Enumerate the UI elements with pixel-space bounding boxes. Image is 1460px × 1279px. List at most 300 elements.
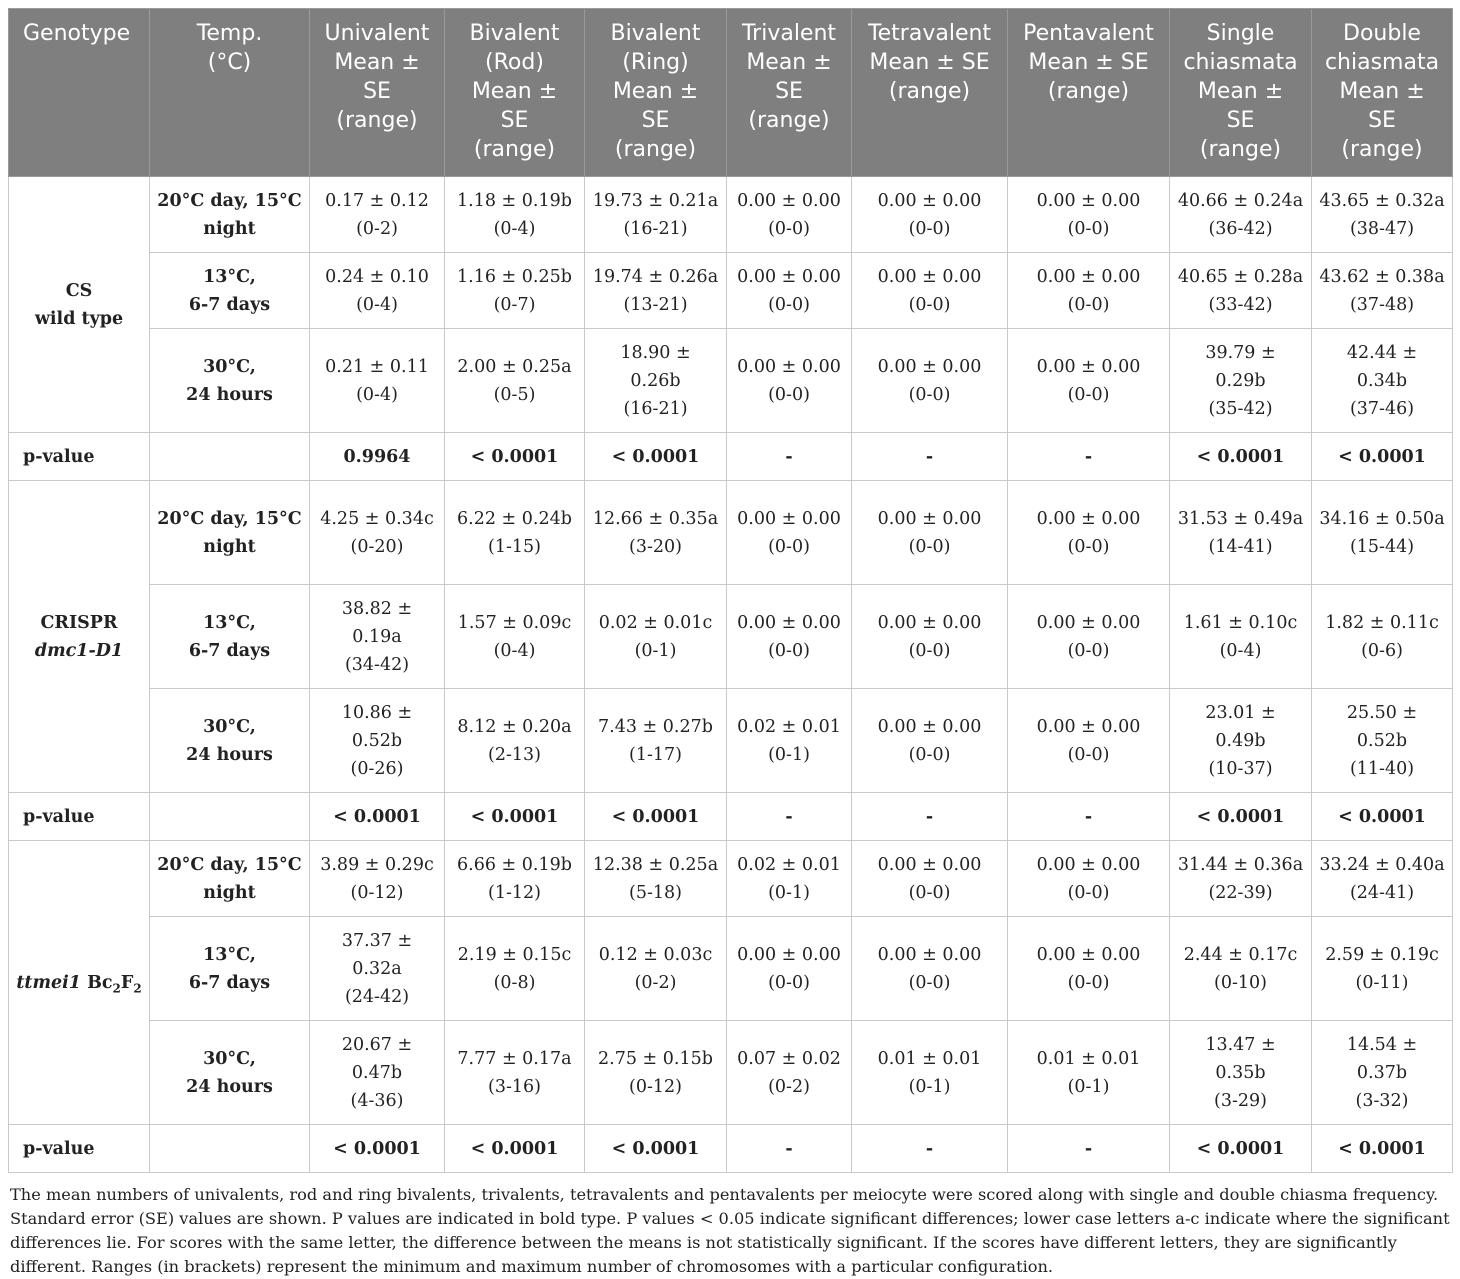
value-line: (0-11) (1355, 972, 1409, 993)
value-line: 0.00 ± 0.00 (737, 944, 841, 965)
temperature-cell (150, 481, 310, 585)
temperature-cell (150, 1021, 310, 1125)
value-line: (1-15) (488, 536, 541, 557)
value-line: 39.79 ± (1205, 342, 1276, 363)
single-chiasmata-cell (1170, 689, 1312, 793)
univalent-cell (310, 481, 445, 585)
value-line: (0-0) (1067, 744, 1110, 765)
temperature-line: 30°C, (203, 716, 256, 737)
header-double-chiasmata: Double chiasmata Mean ± SE (range) (1312, 9, 1453, 177)
value-line: (0-0) (908, 640, 951, 661)
bivalent-rod-cell (445, 481, 585, 585)
single-chiasmata-cell (1170, 481, 1312, 585)
value-line: (0-2) (356, 218, 398, 239)
value-line: (0-8) (493, 972, 536, 993)
bivalent-rod-cell (445, 329, 585, 433)
value-line: 0.00 ± 0.00 (737, 612, 841, 633)
pvalue-trivalent: - (727, 433, 852, 481)
value-line: (0-2) (768, 1076, 810, 1097)
temperature-line: night (203, 218, 256, 239)
value-line: (0-4) (1219, 640, 1262, 661)
pentavalent-cell (1008, 329, 1170, 433)
temperature-line: 13°C, (203, 266, 256, 287)
value-line: (13-21) (623, 294, 688, 315)
pvalue-bivalent-ring: < 0.0001 (585, 433, 727, 481)
value-line: 0.49b (1215, 730, 1266, 751)
header-row (9, 9, 1453, 177)
value-line: (37-46) (1349, 398, 1415, 419)
value-line: 0.01 ± 0.01 (1036, 1048, 1141, 1069)
value-line: 40.65 ± 0.28a (1177, 266, 1304, 287)
table-row (9, 689, 1453, 793)
value-line: 38.82 ± (341, 598, 413, 619)
value-line: 2.44 ± 0.17c (1183, 944, 1298, 965)
single-chiasmata-cell (1170, 253, 1312, 329)
value-line: 0.00 ± 0.00 (1036, 944, 1141, 965)
bivalent-rod-cell (445, 177, 585, 253)
temperature-line: night (203, 882, 256, 903)
value-line: 0.02 ± 0.01 (737, 716, 841, 737)
value-line: (2-13) (488, 744, 541, 765)
value-line: 6.22 ± 0.24b (457, 508, 572, 529)
value-line: (0-0) (908, 882, 951, 903)
pvalue-pentavalent: - (1008, 433, 1170, 481)
bivalent-ring-cell (585, 1021, 727, 1125)
univalent-cell (310, 841, 445, 917)
genotype-cell (9, 481, 150, 793)
value-line: (0-0) (768, 294, 810, 315)
value-line: (0-0) (1067, 640, 1110, 661)
pvalue-bivalent-rod: < 0.0001 (445, 793, 585, 841)
value-line: 0.00 ± 0.00 (877, 854, 982, 875)
value-line: 0.32a (352, 958, 402, 979)
value-line: 0.00 ± 0.00 (1036, 854, 1141, 875)
value-line: (16-21) (623, 218, 688, 239)
temperature-cell (150, 841, 310, 917)
value-line: 0.00 ± 0.00 (1036, 356, 1141, 377)
bivalent-ring-cell (585, 917, 727, 1021)
header-temp: Temp. (°C) (150, 9, 310, 177)
temperature-line: 20°C day, 15°C (157, 190, 302, 211)
value-line: 0.26b (630, 370, 681, 391)
trivalent-cell (727, 177, 852, 253)
bivalent-ring-cell (585, 253, 727, 329)
value-line: (0-0) (1067, 218, 1110, 239)
value-line: 1.16 ± 0.25b (457, 266, 572, 287)
value-line: 4.25 ± 0.34c (320, 508, 434, 529)
temperature-cell (150, 585, 310, 689)
value-line: (24-41) (1349, 882, 1415, 903)
pentavalent-cell (1008, 177, 1170, 253)
bivalent-rod-cell (445, 689, 585, 793)
value-line: (0-1) (908, 1076, 951, 1097)
genotype-name: CS (65, 280, 93, 301)
value-line: 0.00 ± 0.00 (877, 508, 982, 529)
value-line: (0-0) (908, 972, 951, 993)
value-line: (0-2) (634, 972, 677, 993)
bivalent-rod-cell (445, 841, 585, 917)
value-line: (3-16) (488, 1076, 541, 1097)
value-line: 42.44 ± (1346, 342, 1418, 363)
temperature-line: 20°C day, 15°C (157, 854, 302, 875)
value-line: (3-32) (1355, 1090, 1409, 1111)
genotype-cell (9, 177, 150, 433)
double-chiasmata-cell (1312, 917, 1453, 1021)
value-line: (5-18) (629, 882, 682, 903)
value-line: 0.00 ± 0.00 (1036, 612, 1141, 633)
value-line: (0-0) (768, 640, 810, 661)
value-line: 0.00 ± 0.00 (1036, 508, 1141, 529)
value-line: 0.00 ± 0.00 (877, 612, 982, 633)
double-chiasmata-cell (1312, 481, 1453, 585)
value-line: 0.24 ± 0.10 (325, 266, 429, 287)
temperature-cell (150, 253, 310, 329)
value-line: 0.00 ± 0.00 (737, 356, 841, 377)
temperature-line: night (203, 536, 256, 557)
header-tetravalent: Tetravalent Mean ± SE (range) (852, 9, 1008, 177)
value-line: (0-12) (629, 1076, 682, 1097)
pvalue-single-chiasmata: < 0.0001 (1170, 1125, 1312, 1173)
single-chiasmata-cell (1170, 917, 1312, 1021)
value-line: (36-42) (1208, 218, 1273, 239)
value-line: 1.57 ± 0.09c (457, 612, 572, 633)
univalent-cell (310, 1021, 445, 1125)
temperature-line: 30°C, (203, 356, 256, 377)
bivalent-rod-cell (445, 253, 585, 329)
pvalue-bivalent-ring: < 0.0001 (585, 1125, 727, 1173)
pvalue-pentavalent: - (1008, 1125, 1170, 1173)
value-line: 2.19 ± 0.15c (457, 944, 572, 965)
bivalent-ring-cell (585, 329, 727, 433)
value-line: (34-42) (344, 654, 410, 675)
value-line: 0.12 ± 0.03c (598, 944, 713, 965)
tetravalent-cell (852, 841, 1008, 917)
temperature-line: 24 hours (186, 1076, 273, 1097)
pvalue-univalent: < 0.0001 (310, 793, 445, 841)
value-line: 0.00 ± 0.00 (737, 190, 841, 211)
table-row (9, 329, 1453, 433)
value-line: 0.02 ± 0.01c (598, 612, 713, 633)
table-row (9, 481, 1453, 585)
value-line: (0-0) (1067, 536, 1110, 557)
pvalue-double-chiasmata: < 0.0001 (1312, 793, 1453, 841)
value-line: 0.00 ± 0.00 (737, 508, 841, 529)
value-line: 19.74 ± 0.26a (592, 266, 719, 287)
value-line: (0-0) (768, 972, 810, 993)
value-line: 31.53 ± 0.49a (1177, 508, 1304, 529)
value-line: 34.16 ± 0.50a (1319, 508, 1445, 529)
pvalue-label: p-value (9, 793, 150, 841)
value-line: (0-12) (350, 882, 404, 903)
table-row (9, 585, 1453, 689)
tetravalent-cell (852, 585, 1008, 689)
value-line: 43.62 ± 0.38a (1319, 266, 1445, 287)
header-univalent: Univalent Mean ± SE (range) (310, 9, 445, 177)
empty-cell (150, 793, 310, 841)
bivalent-rod-cell (445, 585, 585, 689)
value-line: 1.61 ± 0.10c (1183, 612, 1298, 633)
temperature-line: 6-7 days (188, 972, 271, 993)
pvalue-single-chiasmata: < 0.0001 (1170, 793, 1312, 841)
temperature-line: 24 hours (186, 384, 273, 405)
value-line: 0.01 ± 0.01 (877, 1048, 982, 1069)
value-line: (0-20) (350, 536, 404, 557)
pvalue-row (9, 793, 1453, 841)
pvalue-bivalent-rod: < 0.0001 (445, 1125, 585, 1173)
bivalent-ring-cell (585, 689, 727, 793)
header-genotype: Genotype (9, 9, 150, 177)
temperature-line: 13°C, (203, 944, 256, 965)
value-line: 2.59 ± 0.19c (1325, 944, 1439, 965)
empty-cell (150, 433, 310, 481)
value-line: 0.00 ± 0.00 (877, 716, 982, 737)
value-line: 3.89 ± 0.29c (320, 854, 434, 875)
value-line: (0-0) (908, 294, 951, 315)
double-chiasmata-cell (1312, 253, 1453, 329)
pvalue-trivalent: - (727, 1125, 852, 1173)
value-line: 20.67 ± (341, 1034, 413, 1055)
value-line: 0.47b (351, 1062, 403, 1083)
value-line: (0-7) (493, 294, 536, 315)
value-line: (38-47) (1349, 218, 1415, 239)
value-line: 0.19a (352, 626, 402, 647)
value-line: (37-48) (1349, 294, 1415, 315)
table-footnote: The mean numbers of univalents, rod and ring bivalents, trivalents, tetravalents and pentavalents per meiocyte were scored along with single and double chiasma frequency. Standard error (SE) values are shown. P values are indicated in bold type. P values < 0.05 indicate significant differences; lower case letters a-c indicate where the significant differences lie. For scores with the same letter, the difference between the means is not statistically significant. If the scores have different letters, they are significantly different. Ranges (in brackets) represent the minimum and maximum number of chromosomes with a particular configuration. (10, 1185, 1450, 1276)
single-chiasmata-cell (1170, 177, 1312, 253)
header-bivalent-ring: Bivalent (Ring) Mean ± SE (range) (585, 9, 727, 177)
bivalent-ring-cell (585, 481, 727, 585)
value-line: (0-0) (1067, 384, 1110, 405)
pvalue-univalent: < 0.0001 (310, 1125, 445, 1173)
temperature-cell (150, 689, 310, 793)
value-line: (10-37) (1208, 758, 1273, 779)
header-pentavalent: Pentavalent Mean ± SE (range) (1008, 9, 1170, 177)
table-row (9, 841, 1453, 917)
value-line: 0.00 ± 0.00 (1036, 266, 1141, 287)
value-line: 1.18 ± 0.19b (457, 190, 572, 211)
double-chiasmata-cell (1312, 329, 1453, 433)
table-body (9, 177, 1453, 1173)
value-line: 2.00 ± 0.25a (457, 356, 572, 377)
value-line: (0-5) (493, 384, 536, 405)
pvalue-bivalent-ring: < 0.0001 (585, 793, 727, 841)
value-line: (33-42) (1208, 294, 1273, 315)
double-chiasmata-cell (1312, 585, 1453, 689)
value-line: (0-0) (908, 744, 951, 765)
value-line: (15-44) (1349, 536, 1415, 557)
pvalue-row (9, 1125, 1453, 1173)
univalent-cell (310, 585, 445, 689)
table-container (8, 8, 1452, 1279)
value-line: 0.00 ± 0.00 (877, 944, 982, 965)
value-line: (0-0) (1067, 882, 1110, 903)
value-line: 37.37 ± (341, 930, 413, 951)
bivalent-ring-cell (585, 585, 727, 689)
tetravalent-cell (852, 329, 1008, 433)
value-line: (0-4) (493, 640, 536, 661)
trivalent-cell (727, 841, 852, 917)
pentavalent-cell (1008, 585, 1170, 689)
temperature-line: 13°C, (203, 612, 256, 633)
single-chiasmata-cell (1170, 329, 1312, 433)
value-line: (11-40) (1349, 758, 1415, 779)
pvalue-double-chiasmata: < 0.0001 (1312, 433, 1453, 481)
trivalent-cell (727, 917, 852, 1021)
value-line: 6.66 ± 0.19b (457, 854, 572, 875)
pvalue-tetravalent: - (852, 433, 1008, 481)
value-line: 18.90 ± (620, 342, 691, 363)
value-line: (4-36) (350, 1090, 404, 1111)
pvalue-tetravalent: - (852, 793, 1008, 841)
value-line: 0.07 ± 0.02 (737, 1048, 841, 1069)
temperature-line: 6-7 days (188, 294, 271, 315)
value-line: 0.00 ± 0.00 (1036, 716, 1141, 737)
value-line: 31.44 ± 0.36a (1177, 854, 1304, 875)
value-line: 0.17 ± 0.12 (325, 190, 429, 211)
pentavalent-cell (1008, 917, 1170, 1021)
genotype-name: CRISPR (40, 612, 118, 633)
bivalent-ring-cell (585, 177, 727, 253)
value-line: (0-1) (768, 882, 810, 903)
value-line: 12.66 ± 0.35a (592, 508, 719, 529)
value-line: 1.82 ± 0.11c (1325, 612, 1439, 633)
single-chiasmata-cell (1170, 841, 1312, 917)
temperature-cell (150, 329, 310, 433)
value-line: 10.86 ± (341, 702, 413, 723)
value-line: 2.75 ± 0.15b (598, 1048, 713, 1069)
value-line: (0-0) (1067, 294, 1110, 315)
double-chiasmata-cell (1312, 841, 1453, 917)
value-line: (3-29) (1214, 1090, 1267, 1111)
header-single-chiasmata: Single chiasmata Mean ± SE (range) (1170, 9, 1312, 177)
value-line: 0.52b (1356, 730, 1408, 751)
value-line: (0-4) (493, 218, 536, 239)
value-line: 0.00 ± 0.00 (877, 266, 982, 287)
genotype-subname: dmc1-D1 (34, 640, 124, 661)
pentavalent-cell (1008, 253, 1170, 329)
pvalue-tetravalent: - (852, 1125, 1008, 1173)
value-line: (3-20) (629, 536, 682, 557)
value-line: 0.52b (351, 730, 403, 751)
trivalent-cell (727, 689, 852, 793)
single-chiasmata-cell (1170, 1021, 1312, 1125)
value-line: (0-1) (1067, 1076, 1110, 1097)
value-line: (1-12) (488, 882, 541, 903)
bivalent-rod-cell (445, 917, 585, 1021)
value-line: (35-42) (1208, 398, 1273, 419)
double-chiasmata-cell (1312, 689, 1453, 793)
univalent-cell (310, 689, 445, 793)
temperature-cell (150, 177, 310, 253)
value-line: 14.54 ± (1346, 1034, 1418, 1055)
value-line: (0-1) (634, 640, 677, 661)
genotype-name: ttmei1 $Bc_2F_2$ (16, 972, 142, 995)
value-line: (0-0) (768, 384, 810, 405)
pvalue-bivalent-rod: < 0.0001 (445, 433, 585, 481)
value-line: (14-41) (1208, 536, 1273, 557)
pvalue-univalent: 0.9964 (310, 433, 445, 481)
value-line: (0-0) (768, 536, 810, 557)
pvalue-label: p-value (9, 1125, 150, 1173)
tetravalent-cell (852, 253, 1008, 329)
pvalue-pentavalent: - (1008, 793, 1170, 841)
value-line: (1-17) (629, 744, 682, 765)
value-line: (0-0) (1067, 972, 1110, 993)
pvalue-single-chiasmata: < 0.0001 (1170, 433, 1312, 481)
pentavalent-cell (1008, 689, 1170, 793)
temperature-line: 6-7 days (188, 640, 271, 661)
value-line: (22-39) (1208, 882, 1273, 903)
value-line: 40.66 ± 0.24a (1177, 190, 1304, 211)
pentavalent-cell (1008, 841, 1170, 917)
empty-cell (150, 1125, 310, 1173)
tetravalent-cell (852, 481, 1008, 585)
value-line: 7.77 ± 0.17a (457, 1048, 572, 1069)
trivalent-cell (727, 253, 852, 329)
pvalue-double-chiasmata: < 0.0001 (1312, 1125, 1453, 1173)
table-row (9, 177, 1453, 253)
value-line: (0-0) (768, 218, 810, 239)
double-chiasmata-cell (1312, 1021, 1453, 1125)
univalent-cell (310, 917, 445, 1021)
value-line: 12.38 ± 0.25a (592, 854, 719, 875)
value-line: (0-4) (356, 294, 398, 315)
value-line: 8.12 ± 0.20a (457, 716, 572, 737)
trivalent-cell (727, 329, 852, 433)
value-line: (0-1) (768, 744, 810, 765)
tetravalent-cell (852, 1021, 1008, 1125)
header-trivalent: Trivalent Mean ± SE (range) (727, 9, 852, 177)
value-line: (0-0) (908, 384, 951, 405)
meiosis-data-table (8, 8, 1453, 1173)
value-line: 0.29b (1215, 370, 1266, 391)
table-row (9, 1021, 1453, 1125)
tetravalent-cell (852, 689, 1008, 793)
temperature-cell (150, 917, 310, 1021)
table-row (9, 917, 1453, 1021)
value-line: 43.65 ± 0.32a (1319, 190, 1445, 211)
tetravalent-cell (852, 917, 1008, 1021)
bivalent-ring-cell (585, 841, 727, 917)
value-line: (16-21) (623, 398, 688, 419)
value-line: 13.47 ± (1205, 1034, 1276, 1055)
value-line: 0.21 ± 0.11 (325, 356, 429, 377)
value-line: 33.24 ± 0.40a (1319, 854, 1445, 875)
header-bivalent-rod: Bivalent (Rod) Mean ± SE (range) (445, 9, 585, 177)
pentavalent-cell (1008, 481, 1170, 585)
trivalent-cell (727, 481, 852, 585)
pentavalent-cell (1008, 1021, 1170, 1125)
value-line: (0-26) (350, 758, 404, 779)
value-line: 0.00 ± 0.00 (877, 356, 982, 377)
value-line: (0-0) (908, 536, 951, 557)
value-line: 0.00 ± 0.00 (877, 190, 982, 211)
tetravalent-cell (852, 177, 1008, 253)
temperature-line: 24 hours (186, 744, 273, 765)
table-row (9, 253, 1453, 329)
value-line: 25.50 ± (1346, 702, 1418, 723)
univalent-cell (310, 329, 445, 433)
value-line: 19.73 ± 0.21a (592, 190, 719, 211)
value-line: 23.01 ± (1205, 702, 1276, 723)
pvalue-label: p-value (9, 433, 150, 481)
trivalent-cell (727, 585, 852, 689)
value-line: 0.02 ± 0.01 (737, 854, 841, 875)
value-line: 7.43 ± 0.27b (598, 716, 713, 737)
value-line: (0-10) (1214, 972, 1267, 993)
double-chiasmata-cell (1312, 177, 1453, 253)
genotype-cell (9, 841, 150, 1125)
